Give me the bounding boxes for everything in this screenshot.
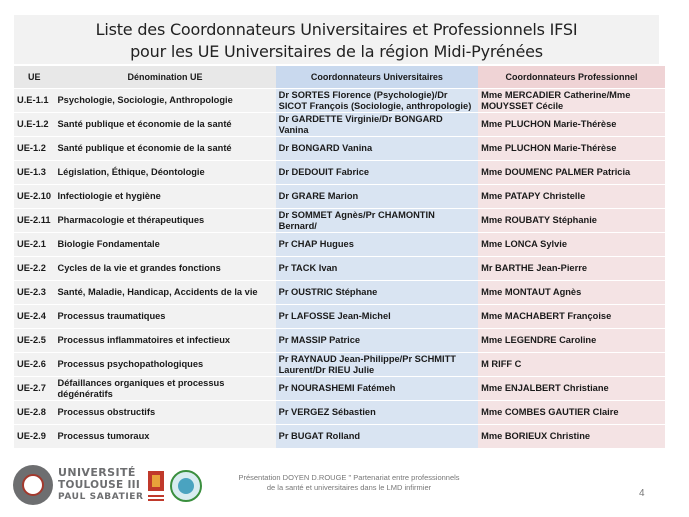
cell-ue: UE-2.2 — [14, 257, 54, 281]
cell-coord-univ: Pr RAYNAUD Jean-Philippe/Pr SCHMITT Laurent/Dr RIEU Julie — [276, 353, 478, 377]
table-row — [14, 329, 665, 353]
table-row — [14, 353, 665, 377]
table-row — [14, 185, 665, 209]
coordinators-table — [14, 66, 665, 449]
cell-coord-univ: Dr GRARE Marion — [276, 185, 478, 209]
cell-coord-univ: Dr DEDOUIT Fabrice — [276, 161, 478, 185]
university-logo-text — [58, 467, 148, 503]
cell-ue: UE-2.10 — [14, 185, 54, 209]
cell-denomination: Santé, Maladie, Handicap, Accidents de la vie — [54, 281, 275, 305]
cell-coord-univ: Dr SOMMET Agnès/Pr CHAMONTIN Bernard/ — [276, 209, 478, 233]
cell-coord-pro: Mme MACHABERT Françoise — [478, 305, 665, 329]
cell-coord-pro: Mme COMBES GAUTIER Claire — [478, 401, 665, 425]
header-ue: UE — [14, 66, 54, 89]
table-row — [14, 89, 665, 113]
slide-title — [14, 15, 659, 64]
table-row — [14, 401, 665, 425]
cell-denomination: Santé publique et économie de la santé — [54, 137, 275, 161]
header-coord-pro: Coordonnateurs Professionnel — [478, 66, 665, 89]
cell-coord-univ: Pr MASSIP Patrice — [276, 329, 478, 353]
cell-denomination: Législation, Éthique, Déontologie — [54, 161, 275, 185]
cell-ue: UE-2.3 — [14, 281, 54, 305]
table-row — [14, 425, 665, 449]
header-coord-univ: Coordonnateurs Universitaires — [276, 66, 478, 89]
cell-denomination: Processus inflammatoires et infectieux — [54, 329, 275, 353]
cell-denomination: Cycles de la vie et grandes fonctions — [54, 257, 275, 281]
cell-coord-univ: Pr TACK Ivan — [276, 257, 478, 281]
footer-note: Présentation DOYEN D.ROUGE " Partenariat entre professionnels de la santé et universitaires dans le LMD infirmier — [238, 473, 460, 492]
table-header-row — [14, 66, 665, 89]
cell-denomination: Biologie Fondamentale — [54, 233, 275, 257]
cell-ue: UE-2.5 — [14, 329, 54, 353]
header-denomination: Dénomination UE — [54, 66, 275, 89]
cell-coord-univ: Pr LAFOSSE Jean-Michel — [276, 305, 478, 329]
table-row — [14, 233, 665, 257]
cell-ue: UE-2.9 — [14, 425, 54, 449]
table-row — [14, 137, 665, 161]
cell-denomination: Psychologie, Sociologie, Anthropologie — [54, 89, 275, 113]
table-row — [14, 113, 665, 137]
table-row — [14, 257, 665, 281]
cell-ue: UE-1.2 — [14, 137, 54, 161]
cell-coord-univ: Dr SORTES Florence (Psychologie)/Dr SICOT François (Sociologie, anthropologie) — [276, 89, 478, 113]
table-row — [14, 305, 665, 329]
cell-coord-pro: Mme ENJALBERT Christiane — [478, 377, 665, 401]
cell-denomination: Pharmacologie et thérapeutiques — [54, 209, 275, 233]
cell-denomination: Processus obstructifs — [54, 401, 275, 425]
cell-denomination: Infectiologie et hygiène — [54, 185, 275, 209]
cell-coord-pro: Mme LEGENDRE Caroline — [478, 329, 665, 353]
table-row — [14, 377, 665, 401]
cell-denomination: Processus tumoraux — [54, 425, 275, 449]
cell-denomination: Processus psychopathologiques — [54, 353, 275, 377]
cell-ue: U.E-1.1 — [14, 89, 54, 113]
cell-coord-pro: Mme PATAPY Christelle — [478, 185, 665, 209]
cell-coord-pro: Mme BORIEUX Christine — [478, 425, 665, 449]
ifsi-emblem-icon — [170, 470, 202, 502]
title-line-1: Liste des Coordonnateurs Universitaires et Professionnels IFSI — [95, 20, 578, 39]
cell-ue: UE-1.3 — [14, 161, 54, 185]
cell-ue: UE-2.4 — [14, 305, 54, 329]
table-row — [14, 161, 665, 185]
cell-ue: UE-2.7 — [14, 377, 54, 401]
cell-coord-pro: Mme LONCA Sylvie — [478, 233, 665, 257]
cell-coord-pro: Mme PLUCHON Marie-Thérèse — [478, 113, 665, 137]
cell-coord-univ: Dr GARDETTE Virginie/Dr BONGARD Vanina — [276, 113, 478, 137]
table-row — [14, 209, 665, 233]
cell-coord-pro: Mr BARTHE Jean-Pierre — [478, 257, 665, 281]
title-line-2: pour les UE Universitaires de la région Midi-Pyrénées — [130, 42, 543, 61]
cell-coord-pro: Mme MONTAUT Agnès — [478, 281, 665, 305]
cell-ue: UE-2.11 — [14, 209, 54, 233]
cell-coord-univ: Pr VERGEZ Sébastien — [276, 401, 478, 425]
cell-coord-pro: M RIFF C — [478, 353, 665, 377]
table-row — [14, 281, 665, 305]
cell-denomination: Défaillances organiques et processus dégénératifs — [54, 377, 275, 401]
cell-coord-pro: Mme MERCADIER Catherine/Mme MOUYSSET Cécile — [478, 89, 665, 113]
cell-denomination: Santé publique et économie de la santé — [54, 113, 275, 137]
cell-coord-pro: Mme DOUMENC PALMER Patricia — [478, 161, 665, 185]
red-emblem-icon — [146, 468, 166, 506]
cell-coord-univ: Dr BONGARD Vanina — [276, 137, 478, 161]
cell-ue: UE-2.8 — [14, 401, 54, 425]
cell-coord-univ: Pr NOURASHEMI Fatémeh — [276, 377, 478, 401]
cell-coord-univ: Pr OUSTRIC Stéphane — [276, 281, 478, 305]
logo-line-2: TOULOUSE III — [58, 479, 141, 491]
cell-denomination: Processus traumatiques — [54, 305, 275, 329]
cell-ue: UE-2.1 — [14, 233, 54, 257]
cell-coord-univ: Pr BUGAT Rolland — [276, 425, 478, 449]
university-seal-icon — [13, 465, 53, 505]
cell-coord-univ: Pr CHAP Hugues — [276, 233, 478, 257]
cell-ue: U.E-1.2 — [14, 113, 54, 137]
logo-line-3: PAUL SABATIER — [58, 492, 144, 502]
logo-line-1: UNIVERSITÉ — [58, 466, 136, 479]
cell-coord-pro: Mme ROUBATY Stéphanie — [478, 209, 665, 233]
cell-coord-pro: Mme PLUCHON Marie-Thérèse — [478, 137, 665, 161]
cell-ue: UE-2.6 — [14, 353, 54, 377]
page-number: 4 — [639, 488, 645, 499]
